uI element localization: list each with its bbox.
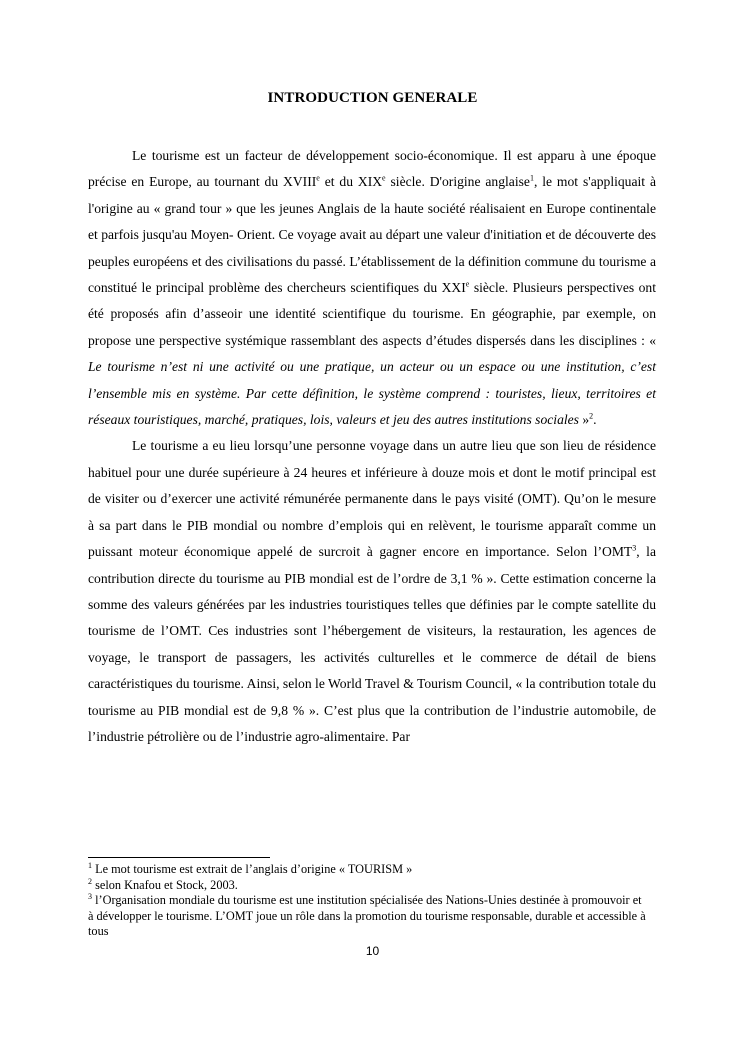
text-run: Le tourisme est un facteur de développement socio-économique. Il est apparu à une époque précise en Europe, au tournant du XVIII xyxy=(88,148,656,190)
page-title: INTRODUCTION GENERALE xyxy=(267,90,478,106)
footnote-separator xyxy=(88,857,270,858)
footnote-text: Le mot tourisme est extrait de l’anglais d’origine « TOURISM » xyxy=(92,862,413,876)
superscript: e xyxy=(316,173,320,183)
footnote-number: 1 xyxy=(88,860,92,870)
superscript: e xyxy=(465,279,470,289)
paragraph-1 xyxy=(88,143,656,433)
footnote-number: 3 xyxy=(88,891,92,901)
footnote-ref[interactable]: 3 xyxy=(632,543,637,553)
footnote-number: 2 xyxy=(88,876,92,886)
footnote-text: selon Knafou et Stock, 2003. xyxy=(92,877,238,892)
quotation: Le tourisme n’est ni une activité ou une pratique, un acteur ou un espace ou une institution, c’est l’ensemble mis en système. Par cette définition, le système comprend : touristes, lieux, territoires et réseaux touristiques, marché, pratiques, lois, valeurs et jeu des autres institutions sociales xyxy=(88,359,656,428)
footnote-item xyxy=(88,862,648,878)
text-run: , le mot s'appliquait à l'origine au « grand tour » que les jeunes Anglais de la haute société réalisaient en Europe continentale et parfois jusqu'au Moyen- Orient. Ce voyage avait au départ une valeur d'initiation et de découverte des peuples européens et des civilisations du passé. L’établissement de la définition commune du tourisme a constitué le principal problème des chercheurs scientifiques du XXI xyxy=(88,174,656,296)
paragraph-2 xyxy=(88,433,656,750)
text-run: Le tourisme a eu lieu lorsqu’une personne voyage dans un autre lieu que son lieu de résidence habituel pour une durée supérieure à 24 heures et inférieure à douze mois et dont le motif principal est de visiter ou d’exercer une activité rémunérée permanente dans le pays visité (OMT). Qu’on le mesure à sa part dans le PIB mondial ou nombre d’emplois qui en relèvent, le tourisme apparaît comme un puissant moteur économique appelé de surcroit à gagner encore en importance. Selon l’OMT xyxy=(88,438,656,560)
footnote-text: l’Organisation mondiale du tourisme est une institution spécialisée des Nations-Unies destinée à promouvoir et à développer le tourisme. L’OMT joue un rôle dans la promotion du tourisme responsable, durable et accessible à tous xyxy=(88,893,646,938)
text-run: siècle. D'origine anglaise xyxy=(385,174,530,190)
text-run: . xyxy=(593,412,597,428)
text-run: siècle. Plusieurs perspectives ont été proposés afin d’asseoir une identité scientifique du tourisme. En géographie, par exemple, on propose une perspective systémique rassemblant des aspects d’études dispersés dans les disciplines : « xyxy=(88,280,656,348)
superscript: e xyxy=(382,173,386,183)
footnote-item xyxy=(88,893,648,940)
page-number: 10 xyxy=(365,944,380,958)
footnote-ref[interactable]: 1 xyxy=(529,173,534,183)
body-text xyxy=(88,143,656,750)
footnotes xyxy=(88,862,648,940)
footnote-ref[interactable]: 2 xyxy=(589,411,594,421)
footnote-item xyxy=(88,878,648,894)
text-run: , la contribution directe du tourisme au PIB mondial est de l’ordre de 3,1 % ». Cette estimation concerne la somme des valeurs générées par les industries touristiques telles que définies par le compte satellite du tourisme de l’OMT. Ces industries sont l’hébergement de visiteurs, la restauration, les agences de voyage, le transport de passagers, les activités culturelles et le commerce de détail de biens caractéristiques du tourisme. Ainsi, selon le World Travel & Tourism Council, « la contribution totale du tourisme au PIB mondial est de 9,8 % ». C’est plus que la contribution de l’industrie automobile, de l’industrie pétrolière ou de l’industrie agro-alimentaire. Par xyxy=(88,544,656,744)
text-run: et du XIX xyxy=(319,174,383,190)
text-run: » xyxy=(578,412,590,428)
